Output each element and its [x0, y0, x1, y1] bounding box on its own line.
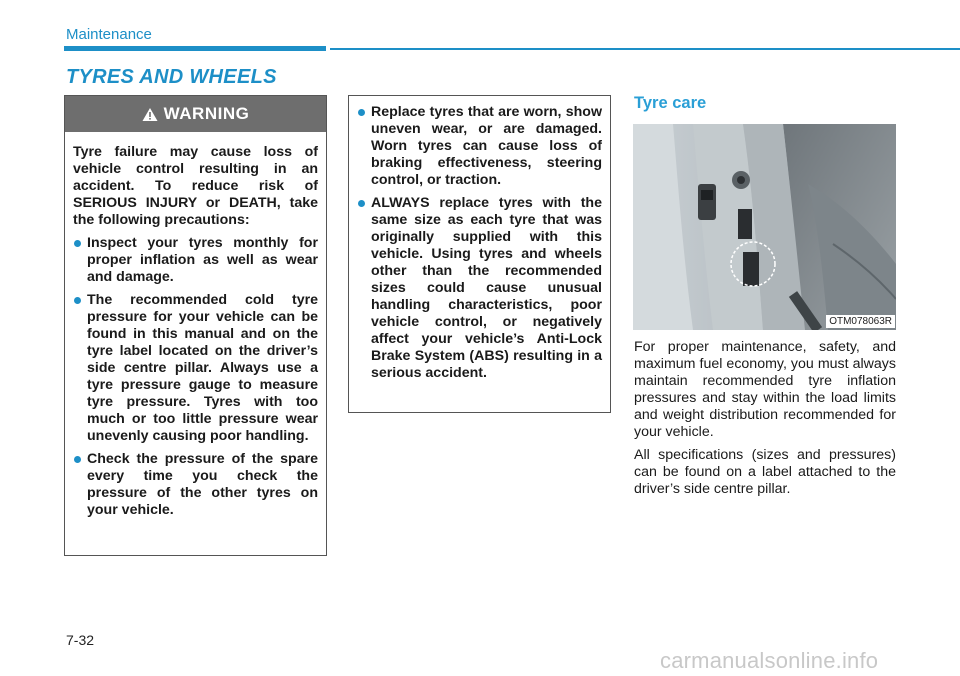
paragraph: For proper maintenance, safety, and maximum fuel economy, you must always maintain recommended tyre inflation pressures and stay within the load limits and weight distribution recommended for your vehicle. — [634, 339, 896, 440]
warning-bullet-list-continued — [357, 104, 602, 382]
bullet-dot-icon — [358, 200, 365, 207]
door-pillar-photo — [633, 124, 896, 330]
header-rule-thick — [64, 46, 326, 51]
list-item: Replace tyres that are worn, show uneven wear, or are damaged. Worn tyres can cause loss of braking effectiveness, steering control, or traction. — [357, 104, 602, 189]
list-item: Check the pressure of the spare every time you check the pressure of the other tyres on your vehicle. — [73, 451, 318, 519]
warning-header — [65, 96, 326, 132]
chapter-title: TYRES AND WHEELS — [66, 66, 277, 88]
tyre-care-text — [634, 339, 896, 504]
bullet-dot-icon — [74, 297, 81, 304]
bullet-dot-icon — [358, 109, 365, 116]
warning-label: WARNING — [163, 104, 250, 123]
list-item: Inspect your tyres monthly for proper inflation as well as wear and damage. — [73, 235, 318, 286]
header-rule-thin — [330, 48, 960, 50]
warning-intro: Tyre failure may cause loss of vehicle control resulting in an accident. To reduce risk of SERIOUS INJURY or DEATH, take the following precautions: — [73, 144, 318, 228]
image-code: OTM078063R — [826, 315, 895, 328]
warning-box-continued — [348, 95, 611, 413]
bullet-dot-icon — [74, 456, 81, 463]
tyre-care-heading: Tyre care — [634, 94, 707, 112]
section-label: Maintenance — [66, 26, 152, 43]
warning-bullet-list — [73, 235, 318, 519]
list-item: ALWAYS replace tyres with the same size as each tyre that was originally supplied with this vehicle. Using tyres and wheels other than the recommended sizes could cause unusual handling characteristics, poor vehicle control, or negatively affect your vehicle’s Anti-Lock Brake System (ABS) resulting in a serious accident. — [357, 195, 602, 382]
bullet-dot-icon — [74, 240, 81, 247]
warning-triangle-icon — [142, 107, 158, 122]
warning-box — [64, 95, 327, 556]
watermark: carmanualsonline.info — [660, 648, 879, 673]
list-item: The recommended cold tyre pressure for your vehicle can be found in this manual and on the tyre label located on the driver’s side centre pillar. Always use a tyre pressure gauge to measure tyre pressure. Tyres with too much or too little pressure wear unevenly causing poor handling. — [73, 292, 318, 445]
page-number: 7-32 — [66, 632, 95, 648]
paragraph: All specifications (sizes and pressures) can be found on a label attached to the driver’s side centre pillar. — [634, 447, 896, 497]
